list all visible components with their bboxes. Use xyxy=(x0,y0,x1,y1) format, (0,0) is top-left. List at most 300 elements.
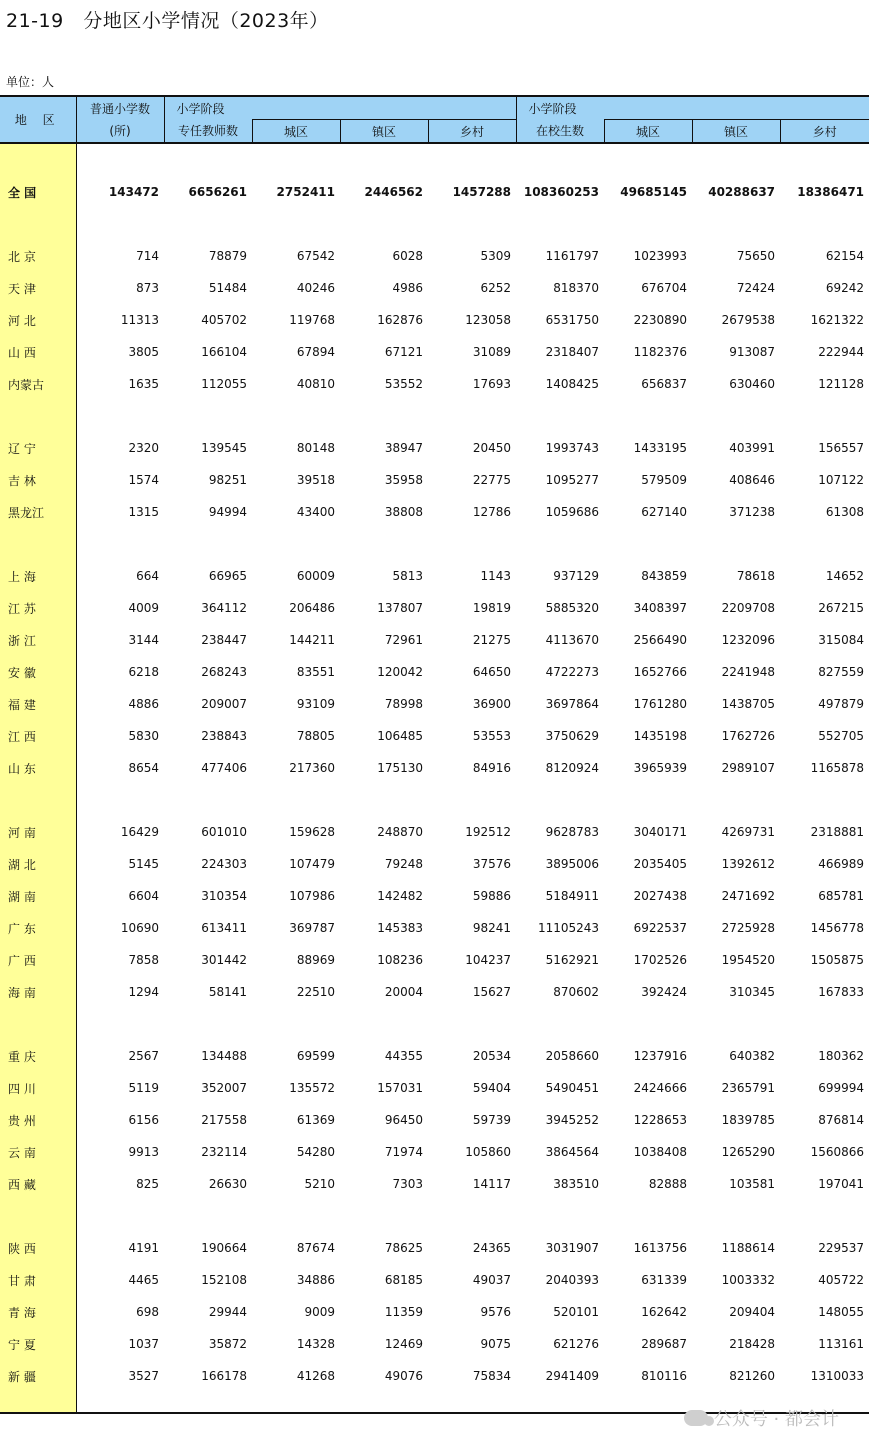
value-cell: 12469 xyxy=(384,1337,423,1351)
value-cell: 7858 xyxy=(128,953,159,967)
wechat-icon xyxy=(684,1410,708,1426)
region-name: 西 藏 xyxy=(0,1168,76,1200)
value-cell: 1265290 xyxy=(721,1145,776,1159)
value-cell: 1408425 xyxy=(545,377,600,391)
empty-cell xyxy=(604,400,692,432)
value-cell: 6156 xyxy=(128,1113,159,1127)
table-row xyxy=(0,1136,869,1168)
value-cell: 827559 xyxy=(818,665,865,679)
table-row xyxy=(0,336,869,368)
value-cell: 67542 xyxy=(296,249,335,263)
value-cell: 4191 xyxy=(128,1241,159,1255)
value-cell: 2027438 xyxy=(633,889,688,903)
empty-cell xyxy=(0,784,76,816)
empty-cell xyxy=(340,784,428,816)
students-rural-header: 乡村 xyxy=(780,120,869,144)
table-row xyxy=(0,560,869,592)
region-name: 海 南 xyxy=(0,976,76,1008)
value-cell: 135572 xyxy=(289,1081,335,1095)
value-cell: 224303 xyxy=(201,857,247,871)
table-row xyxy=(0,1232,869,1264)
empty-cell xyxy=(76,208,164,240)
value-cell: 120042 xyxy=(377,665,423,679)
region-name: 江 西 xyxy=(0,720,76,752)
value-cell: 3895006 xyxy=(545,857,600,871)
value-cell: 61369 xyxy=(296,1113,335,1127)
value-cell: 477406 xyxy=(201,761,247,775)
empty-cell xyxy=(340,143,428,176)
value-cell: 5490451 xyxy=(545,1081,600,1095)
value-cell: 192512 xyxy=(465,825,512,839)
table-row xyxy=(0,944,869,976)
value-cell: 2040393 xyxy=(545,1273,600,1287)
value-cell: 152108 xyxy=(201,1273,247,1287)
value-cell: 137807 xyxy=(377,601,423,615)
value-cell: 685781 xyxy=(818,889,865,903)
region-name: 河 南 xyxy=(0,816,76,848)
region-name: 甘 肃 xyxy=(0,1264,76,1296)
value-cell: 144211 xyxy=(289,633,335,647)
value-cell: 35958 xyxy=(384,473,423,487)
table-row xyxy=(0,1104,869,1136)
empty-cell xyxy=(164,1200,252,1232)
value-cell: 229537 xyxy=(818,1241,865,1255)
region-name: 浙 江 xyxy=(0,624,76,656)
table-row xyxy=(0,304,869,336)
value-cell: 2566490 xyxy=(633,633,688,647)
value-cell: 5210 xyxy=(304,1177,335,1191)
value-cell: 14652 xyxy=(825,569,865,583)
value-cell: 1435198 xyxy=(633,729,688,743)
value-cell: 157031 xyxy=(377,1081,423,1095)
value-cell: 1456778 xyxy=(810,921,865,935)
value-cell: 6252 xyxy=(480,281,512,295)
value-cell: 113161 xyxy=(818,1337,865,1351)
value-cell: 217558 xyxy=(201,1113,247,1127)
value-cell: 83551 xyxy=(296,665,335,679)
empty-cell xyxy=(692,208,780,240)
region-name: 新 疆 xyxy=(0,1360,76,1392)
value-cell: 2058660 xyxy=(545,1049,600,1063)
value-cell: 62154 xyxy=(825,249,865,263)
value-cell: 656837 xyxy=(641,377,688,391)
value-cell: 19819 xyxy=(472,601,512,615)
value-cell: 98251 xyxy=(208,473,247,487)
value-cell: 78625 xyxy=(384,1241,423,1255)
value-cell: 218428 xyxy=(729,1337,776,1351)
value-cell: 68185 xyxy=(384,1273,423,1287)
empty-cell xyxy=(252,208,340,240)
region-name: 吉 林 xyxy=(0,464,76,496)
empty-cell xyxy=(252,1392,340,1413)
value-cell: 699994 xyxy=(818,1081,865,1095)
value-cell: 80148 xyxy=(296,441,335,455)
value-cell: 96450 xyxy=(384,1113,423,1127)
value-cell: 5145 xyxy=(128,857,159,871)
value-cell: 2209708 xyxy=(721,601,776,615)
value-cell: 78805 xyxy=(296,729,335,743)
empty-cell xyxy=(516,143,604,176)
value-cell: 67894 xyxy=(296,345,335,359)
region-name: 宁 夏 xyxy=(0,1328,76,1360)
value-cell: 20004 xyxy=(384,985,423,999)
value-cell: 107986 xyxy=(289,889,335,903)
value-cell: 82888 xyxy=(648,1177,688,1191)
empty-cell xyxy=(340,400,428,432)
value-cell: 105860 xyxy=(465,1145,512,1159)
value-cell: 108236 xyxy=(377,953,423,967)
value-cell: 5309 xyxy=(480,249,512,263)
value-cell: 1761280 xyxy=(633,697,688,711)
table-row xyxy=(0,1168,869,1200)
region-name: 辽 宁 xyxy=(0,432,76,464)
value-cell: 78618 xyxy=(736,569,776,583)
value-cell: 627140 xyxy=(641,505,688,519)
table-row xyxy=(0,240,869,272)
empty-cell xyxy=(692,784,780,816)
value-cell: 1839785 xyxy=(721,1113,776,1127)
value-cell: 26630 xyxy=(208,1177,247,1191)
value-cell: 197041 xyxy=(818,1177,865,1191)
value-cell: 2318881 xyxy=(810,825,865,839)
value-cell: 75834 xyxy=(472,1369,512,1383)
value-cell: 14117 xyxy=(472,1177,512,1191)
value-cell: 1023993 xyxy=(633,249,688,263)
empty-cell xyxy=(76,1008,164,1040)
empty-cell xyxy=(780,528,869,560)
table-row xyxy=(0,464,869,496)
empty-cell xyxy=(516,784,604,816)
table-row xyxy=(0,624,869,656)
teachers-header-line2: 专任教师数 xyxy=(164,120,252,144)
value-cell: 31089 xyxy=(472,345,512,359)
empty-cell xyxy=(76,784,164,816)
value-cell: 4722273 xyxy=(545,665,600,679)
empty-cell xyxy=(76,1200,164,1232)
value-cell: 238843 xyxy=(201,729,247,743)
empty-cell xyxy=(428,143,516,176)
empty-cell xyxy=(516,400,604,432)
value-cell: 4986 xyxy=(392,281,423,295)
value-cell: 222944 xyxy=(818,345,865,359)
value-cell: 1003332 xyxy=(721,1273,776,1287)
empty-cell xyxy=(164,1008,252,1040)
empty-cell xyxy=(164,400,252,432)
value-cell: 40810 xyxy=(296,377,335,391)
value-cell: 1457288 xyxy=(452,185,512,199)
value-cell: 1232096 xyxy=(721,633,776,647)
empty-cell xyxy=(428,784,516,816)
value-cell: 60009 xyxy=(296,569,335,583)
empty-cell xyxy=(604,528,692,560)
region-name: 福 建 xyxy=(0,688,76,720)
value-cell: 59886 xyxy=(472,889,512,903)
value-cell: 873 xyxy=(136,281,159,295)
value-cell: 78998 xyxy=(384,697,423,711)
value-cell: 664 xyxy=(136,569,159,583)
empty-cell xyxy=(604,1200,692,1232)
region-name: 广 西 xyxy=(0,944,76,976)
value-cell: 209007 xyxy=(201,697,247,711)
value-cell: 1315 xyxy=(128,505,159,519)
value-cell: 1621322 xyxy=(810,313,865,327)
value-cell: 14328 xyxy=(296,1337,335,1351)
value-cell: 206486 xyxy=(289,601,335,615)
value-cell: 61308 xyxy=(825,505,865,519)
value-cell: 3527 xyxy=(128,1369,159,1383)
empty-cell xyxy=(428,528,516,560)
value-cell: 579509 xyxy=(641,473,688,487)
value-cell: 601010 xyxy=(201,825,247,839)
spacer-row xyxy=(0,143,869,176)
value-cell: 1037 xyxy=(128,1337,159,1351)
value-cell: 39518 xyxy=(296,473,335,487)
value-cell: 78879 xyxy=(208,249,247,263)
schools-header-line2: (所) xyxy=(76,120,164,144)
table-row xyxy=(0,720,869,752)
value-cell: 1954520 xyxy=(721,953,776,967)
table-row xyxy=(0,272,869,304)
value-cell: 301442 xyxy=(201,953,247,967)
students-urban-header: 城区 xyxy=(604,120,692,144)
value-cell: 119768 xyxy=(289,313,335,327)
value-cell: 3965939 xyxy=(633,761,688,775)
value-cell: 54280 xyxy=(296,1145,335,1159)
value-cell: 15627 xyxy=(472,985,512,999)
region-name: 湖 南 xyxy=(0,880,76,912)
value-cell: 7303 xyxy=(392,1177,423,1191)
empty-cell xyxy=(428,1200,516,1232)
value-cell: 408646 xyxy=(729,473,776,487)
value-cell: 6218 xyxy=(128,665,159,679)
value-cell: 29944 xyxy=(208,1305,247,1319)
schools-header-line1: 普通小学数 xyxy=(76,96,164,120)
value-cell: 217360 xyxy=(289,761,335,775)
empty-cell xyxy=(516,1392,604,1413)
value-cell: 11105243 xyxy=(537,921,600,935)
unit-label: 单位：人 xyxy=(6,75,55,89)
value-cell: 72961 xyxy=(384,633,423,647)
value-cell: 1310033 xyxy=(810,1369,865,1383)
value-cell: 103581 xyxy=(729,1177,776,1191)
empty-cell xyxy=(604,143,692,176)
value-cell: 913087 xyxy=(729,345,776,359)
value-cell: 3864564 xyxy=(545,1145,600,1159)
empty-cell xyxy=(0,1392,76,1413)
empty-cell xyxy=(604,208,692,240)
value-cell: 4465 xyxy=(128,1273,159,1287)
spacer-row xyxy=(0,784,869,816)
value-cell: 123058 xyxy=(465,313,512,327)
value-cell: 630460 xyxy=(729,377,776,391)
value-cell: 937129 xyxy=(553,569,600,583)
spacer-row xyxy=(0,528,869,560)
value-cell: 4009 xyxy=(128,601,159,615)
empty-cell xyxy=(340,1392,428,1413)
teachers-urban-header: 城区 xyxy=(252,120,340,144)
value-cell: 53553 xyxy=(472,729,512,743)
empty-cell xyxy=(164,208,252,240)
value-cell: 2424666 xyxy=(633,1081,688,1095)
value-cell: 162876 xyxy=(377,313,423,327)
table-row xyxy=(0,1328,869,1360)
region-name: 江 苏 xyxy=(0,592,76,624)
value-cell: 268243 xyxy=(201,665,247,679)
value-cell: 24365 xyxy=(472,1241,512,1255)
empty-cell xyxy=(252,784,340,816)
value-cell: 20450 xyxy=(472,441,512,455)
empty-cell xyxy=(76,528,164,560)
value-cell: 34886 xyxy=(296,1273,335,1287)
value-cell: 69242 xyxy=(825,281,865,295)
value-cell: 1161797 xyxy=(545,249,600,263)
value-cell: 175130 xyxy=(377,761,423,775)
value-cell: 159628 xyxy=(289,825,335,839)
value-cell: 22510 xyxy=(296,985,335,999)
value-cell: 36900 xyxy=(472,697,512,711)
value-cell: 2471692 xyxy=(721,889,776,903)
empty-cell xyxy=(692,143,780,176)
value-cell: 49076 xyxy=(384,1369,423,1383)
value-cell: 58141 xyxy=(208,985,247,999)
region-name: 重 庆 xyxy=(0,1040,76,1072)
value-cell: 49037 xyxy=(472,1273,512,1287)
empty-cell xyxy=(780,143,869,176)
value-cell: 11359 xyxy=(384,1305,423,1319)
empty-cell xyxy=(252,1200,340,1232)
value-cell: 1505875 xyxy=(810,953,865,967)
empty-cell xyxy=(76,143,164,176)
value-cell: 2230890 xyxy=(633,313,688,327)
empty-cell xyxy=(76,400,164,432)
value-cell: 1182376 xyxy=(633,345,688,359)
region-name: 内蒙古 xyxy=(0,368,76,400)
value-cell: 84916 xyxy=(472,761,512,775)
value-cell: 53552 xyxy=(384,377,423,391)
value-cell: 38947 xyxy=(384,441,423,455)
value-cell: 1438705 xyxy=(721,697,776,711)
value-cell: 843859 xyxy=(641,569,688,583)
table-row xyxy=(0,432,869,464)
value-cell: 698 xyxy=(136,1305,159,1319)
value-cell: 145383 xyxy=(377,921,423,935)
value-cell: 552705 xyxy=(818,729,865,743)
value-cell: 3945252 xyxy=(545,1113,600,1127)
value-cell: 5162921 xyxy=(545,953,600,967)
value-cell: 4113670 xyxy=(545,633,600,647)
value-cell: 166178 xyxy=(201,1369,247,1383)
region-name: 上 海 xyxy=(0,560,76,592)
value-cell: 2446562 xyxy=(364,185,423,199)
value-cell: 405722 xyxy=(818,1273,865,1287)
region-name: 黑龙江 xyxy=(0,496,76,528)
value-cell: 870602 xyxy=(553,985,600,999)
value-cell: 40246 xyxy=(296,281,335,295)
value-cell: 104237 xyxy=(465,953,512,967)
value-cell: 289687 xyxy=(641,1337,688,1351)
teachers-rural-header: 乡村 xyxy=(428,120,516,144)
value-cell: 676704 xyxy=(641,281,688,295)
region-name: 广 东 xyxy=(0,912,76,944)
value-cell: 876814 xyxy=(818,1113,865,1127)
value-cell: 1237916 xyxy=(633,1049,688,1063)
value-cell: 5813 xyxy=(392,569,423,583)
value-cell: 310354 xyxy=(201,889,247,903)
value-cell: 2365791 xyxy=(721,1081,776,1095)
region-name: 青 海 xyxy=(0,1296,76,1328)
table-row xyxy=(0,688,869,720)
value-cell: 112055 xyxy=(201,377,247,391)
table-row xyxy=(0,976,869,1008)
value-cell: 10690 xyxy=(120,921,159,935)
table-row xyxy=(0,496,869,528)
value-cell: 9075 xyxy=(480,1337,512,1351)
empty-cell xyxy=(428,1392,516,1413)
empty-cell xyxy=(164,143,252,176)
empty-cell xyxy=(0,143,76,176)
students-header-line2: 在校生数 xyxy=(516,120,604,144)
empty-cell xyxy=(164,784,252,816)
value-cell: 20534 xyxy=(472,1049,512,1063)
table-row xyxy=(0,1296,869,1328)
value-cell: 93109 xyxy=(296,697,335,711)
watermark xyxy=(684,1405,839,1431)
value-cell: 2725928 xyxy=(721,921,776,935)
spacer-row xyxy=(0,208,869,240)
value-cell: 2567 xyxy=(128,1049,159,1063)
value-cell: 818370 xyxy=(553,281,600,295)
value-cell: 156557 xyxy=(818,441,865,455)
value-cell: 72424 xyxy=(736,281,776,295)
spacer-row xyxy=(0,1008,869,1040)
empty-cell xyxy=(516,1200,604,1232)
value-cell: 1613756 xyxy=(633,1241,688,1255)
value-cell: 825 xyxy=(136,1177,159,1191)
empty-cell xyxy=(780,1008,869,1040)
region-name: 北 京 xyxy=(0,240,76,272)
value-cell: 2679538 xyxy=(721,313,776,327)
value-cell: 59404 xyxy=(472,1081,512,1095)
empty-cell xyxy=(516,208,604,240)
value-cell: 4269731 xyxy=(721,825,776,839)
value-cell: 403991 xyxy=(729,441,776,455)
value-cell: 2035405 xyxy=(633,857,688,871)
value-cell: 167833 xyxy=(818,985,865,999)
value-cell: 238447 xyxy=(201,633,247,647)
value-cell: 11313 xyxy=(120,313,159,327)
empty-cell xyxy=(252,400,340,432)
value-cell: 310345 xyxy=(729,985,776,999)
value-cell: 5119 xyxy=(128,1081,159,1095)
value-cell: 142482 xyxy=(377,889,423,903)
region-name: 山 东 xyxy=(0,752,76,784)
empty-cell xyxy=(340,1008,428,1040)
value-cell: 139545 xyxy=(201,441,247,455)
value-cell: 98241 xyxy=(472,921,512,935)
value-cell: 621276 xyxy=(553,1337,600,1351)
empty-cell xyxy=(0,1008,76,1040)
value-cell: 9576 xyxy=(480,1305,512,1319)
region-name: 山 西 xyxy=(0,336,76,368)
value-cell: 44355 xyxy=(384,1049,423,1063)
value-cell: 466989 xyxy=(818,857,865,871)
table-row xyxy=(0,912,869,944)
spacer-row xyxy=(0,400,869,432)
value-cell: 107122 xyxy=(818,473,865,487)
value-cell: 371238 xyxy=(729,505,776,519)
empty-cell xyxy=(780,784,869,816)
table-body xyxy=(0,143,869,1413)
